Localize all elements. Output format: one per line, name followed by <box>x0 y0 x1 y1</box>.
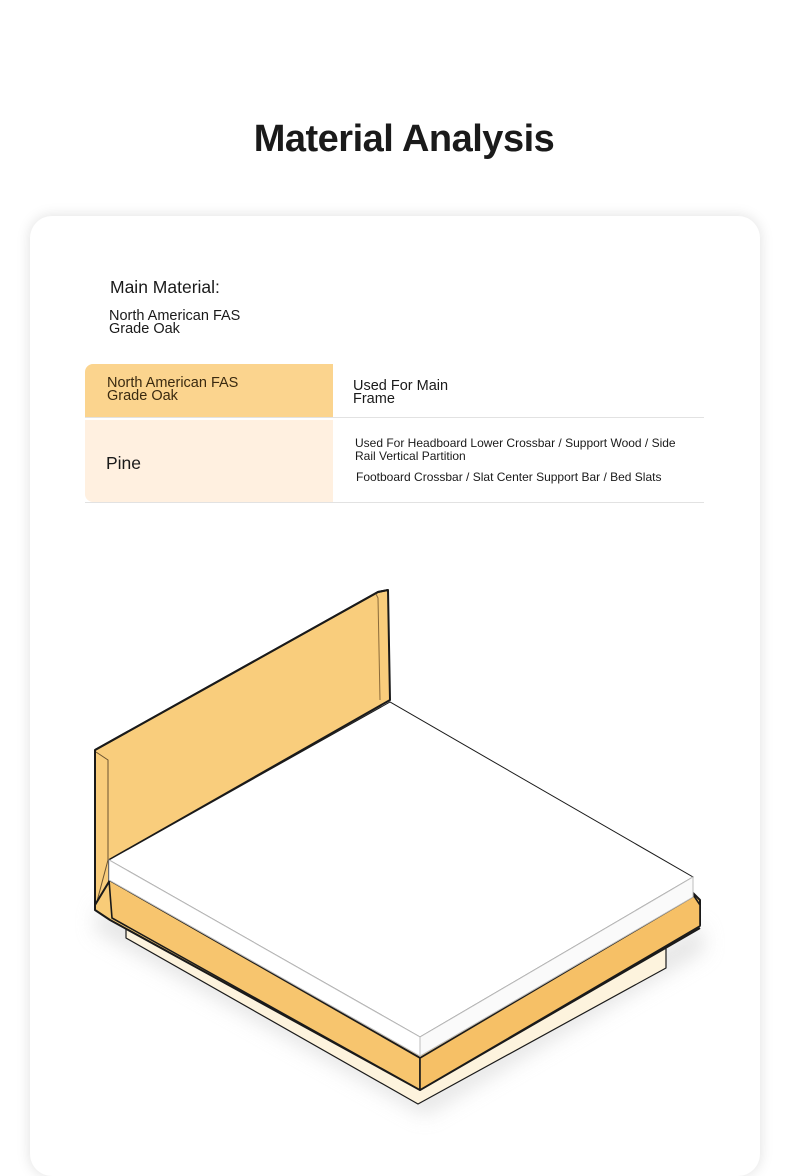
main-material-label: Main Material: <box>110 277 220 297</box>
oak-material-use: Used For Main Frame <box>353 378 449 407</box>
table-row-pine <box>85 420 704 503</box>
pine-material-cell <box>85 420 333 502</box>
pine-material-use-1: Used For Headboard Lower Crossbar / Support Wood / Side Rail Vertical Partition <box>355 436 676 463</box>
materials-table <box>85 364 704 502</box>
oak-material-name: North American FAS Grade Oak <box>107 375 239 404</box>
oak-material-cell <box>85 364 333 417</box>
bed-illustration-icon <box>0 560 790 1147</box>
main-material-value: North American FAS Grade Oak <box>109 308 241 337</box>
table-row-oak <box>85 364 704 418</box>
page-title: Material Analysis <box>253 118 555 160</box>
pine-material-name: Pine <box>106 453 142 473</box>
pine-material-use-2: Footboard Crossbar / Slat Center Support Bar / Bed Slats <box>356 470 662 484</box>
